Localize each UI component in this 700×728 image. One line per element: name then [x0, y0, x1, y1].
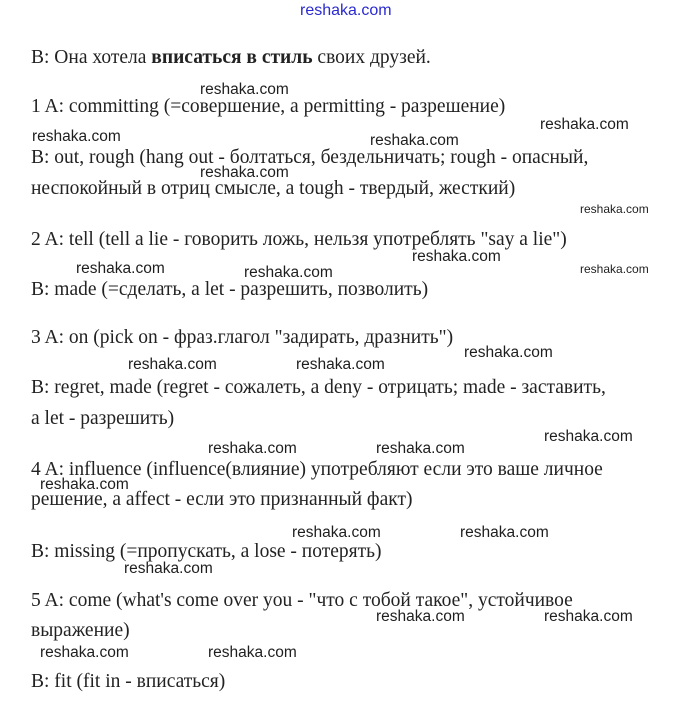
watermark: reshaka.com — [200, 164, 289, 181]
watermark: reshaka.com — [580, 262, 649, 276]
watermark: reshaka.com — [544, 428, 633, 445]
answer-line-1a: 1 A: committing (=совершение, a permitting - разрешение) — [31, 96, 506, 117]
watermark: reshaka.com — [580, 202, 649, 216]
watermark: reshaka.com — [208, 440, 297, 457]
answer-line-2a: 2 A: tell (tell a lie - говорить ложь, нельзя употреблять "say a lie") — [31, 229, 567, 250]
intro-bold-phrase: вписаться в стиль — [151, 47, 313, 68]
answer-line-5b: B: fit (fit in - вписаться) — [31, 671, 226, 692]
watermark: reshaka.com — [244, 264, 333, 281]
answer-line-5a-cont: выражение) — [31, 620, 130, 641]
answer-line-3a: 3 A: on (pick on - фраз.глагол "задирать, дразнить") — [31, 327, 454, 348]
answer-line-1b-cont: неспокойный в отриц смысле, a tough - твердый, жесткий) — [31, 178, 516, 199]
watermark: reshaka.com — [296, 356, 385, 373]
intro-text-pre: B: Она хотела — [31, 47, 152, 68]
watermark-top: reshaka.com — [300, 2, 392, 19]
answer-line-4b: B: missing (=пропускать, a lose - потерять) — [31, 541, 382, 562]
watermark: reshaka.com — [32, 128, 121, 145]
watermark: reshaka.com — [370, 132, 459, 149]
watermark: reshaka.com — [208, 644, 297, 661]
watermark: reshaka.com — [40, 644, 129, 661]
answer-line-5a: 5 A: come (what's come over you - "что с тобой такое", устойчивое — [31, 590, 573, 611]
watermark: reshaka.com — [40, 476, 129, 493]
watermark: reshaka.com — [464, 344, 553, 361]
answer-line-4a-cont: решение, a affect - если это признанный факт) — [31, 489, 413, 510]
answer-line-2b: B: made (=сделать, a let - разрешить, позволить) — [31, 279, 429, 300]
answer-line-3b: B: regret, made (regret - сожалеть, a deny - отрицать; made - заставить, — [31, 377, 606, 398]
watermark: reshaka.com — [124, 560, 213, 577]
watermark: reshaka.com — [200, 81, 289, 98]
answer-line-intro — [31, 46, 431, 69]
watermark: reshaka.com — [376, 608, 465, 625]
answer-line-3b-cont: a let - разрешить) — [31, 408, 175, 429]
watermark: reshaka.com — [376, 440, 465, 457]
answer-line-4a: 4 A: influence (influence(влияние) употребляют если это ваше личное — [31, 459, 603, 480]
answer-line-1b: B: out, rough (hang out - болтаться, бездельничать; rough - опасный, — [31, 147, 589, 168]
watermark: reshaka.com — [540, 116, 629, 133]
watermark: reshaka.com — [544, 608, 633, 625]
intro-text-post: своих друзей. — [312, 47, 431, 68]
watermark: reshaka.com — [412, 248, 501, 265]
watermark: reshaka.com — [460, 524, 549, 541]
watermark: reshaka.com — [128, 356, 217, 373]
watermark: reshaka.com — [76, 260, 165, 277]
watermark: reshaka.com — [292, 524, 381, 541]
